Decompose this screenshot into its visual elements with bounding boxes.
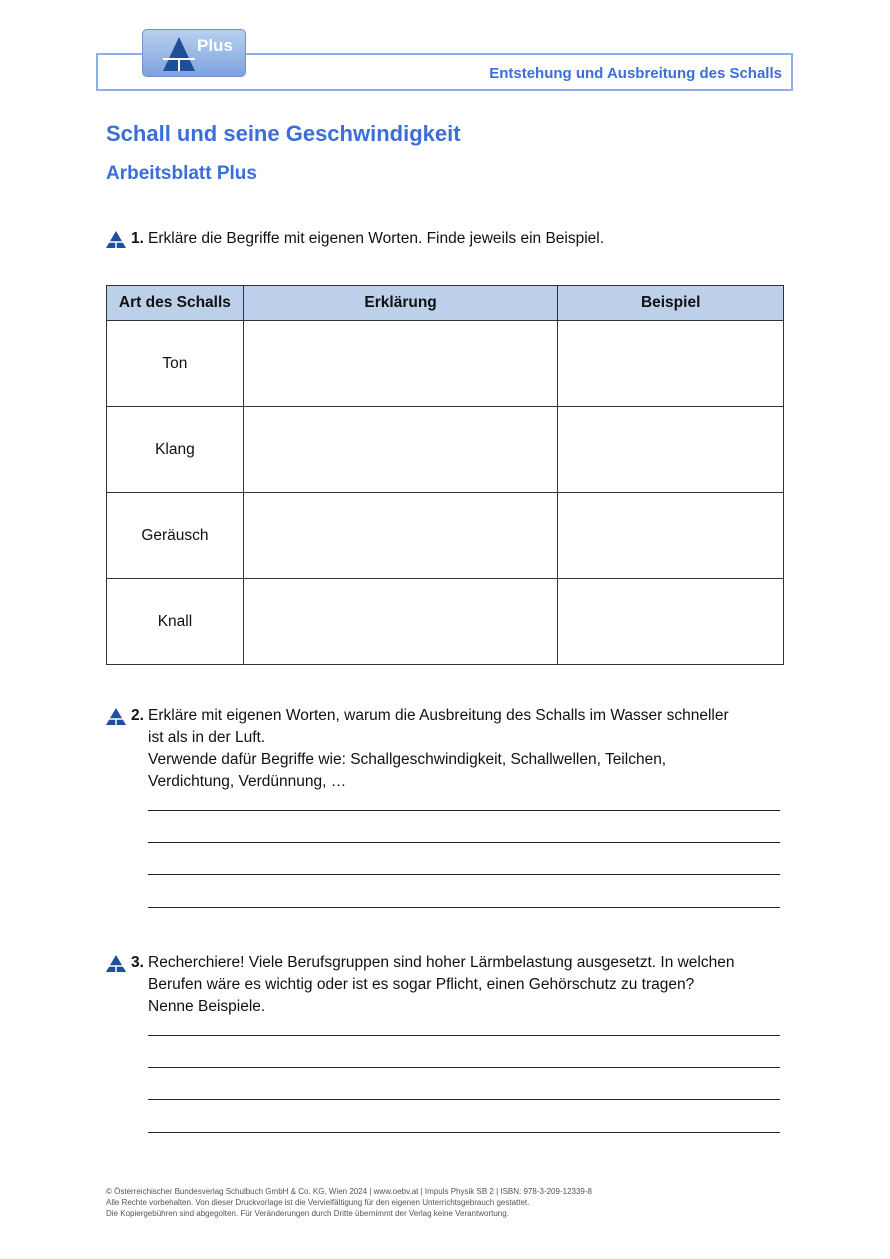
task-text-line: Nenne Beispiele. <box>148 998 266 1015</box>
table-row <box>107 579 784 665</box>
task-text-line: Erkläre mit eigenen Worten, warum die Ausbreitung des Schalls im Wasser schneller <box>148 707 729 724</box>
answer-line[interactable] <box>148 1067 780 1068</box>
table-row <box>107 321 784 407</box>
task-text-line: Verdichtung, Verdünnung, … <box>148 773 347 790</box>
task-1 <box>106 228 786 252</box>
footer-line: © Österreichischer Bundesverlag Schulbuch GmbH & Co. KG, Wien 2024 | www.oebv.at | Impuls Physik SB 2 | ISBN: 978-3-209-12339-8 <box>106 1187 592 1196</box>
task-text-line: Berufen wäre es wichtig oder ist es sogar Pflicht, einen Gehörschutz zu tragen? <box>148 976 695 993</box>
triangle-task-icon <box>106 955 126 972</box>
footer <box>106 1186 592 1219</box>
task-text-line: ist als in der Luft. <box>148 729 266 746</box>
table-row <box>107 493 784 579</box>
page-subtitle: Arbeitsblatt Plus <box>106 163 257 184</box>
answer-line[interactable] <box>148 1035 780 1036</box>
task-text-line: Recherchiere! Viele Berufsgruppen sind hoher Lärmbelastung ausgesetzt. In welchen <box>148 954 735 971</box>
answer-line[interactable] <box>148 1132 780 1133</box>
table-cell-answer[interactable] <box>243 407 557 493</box>
table-cell-answer[interactable] <box>243 579 557 665</box>
table-cell-answer[interactable] <box>558 579 784 665</box>
logo-label: Plus <box>197 36 233 55</box>
task-3 <box>106 952 786 1020</box>
table-cell-answer[interactable] <box>558 321 784 407</box>
triangle-task-icon <box>106 708 126 725</box>
column-header: Art des Schalls <box>107 286 244 321</box>
concept-table <box>106 285 784 665</box>
triangle-task-icon <box>106 231 126 248</box>
triangle-logo-icon <box>161 35 197 73</box>
task-text-line: Verwende dafür Begriffe wie: Schallgeschwindigkeit, Schallwellen, Teilchen, <box>148 751 667 768</box>
table-cell-answer[interactable] <box>558 407 784 493</box>
table-cell-type: Knall <box>107 579 244 665</box>
header-title: Entstehung und Ausbreitung des Schalls <box>489 65 782 82</box>
answer-line[interactable] <box>148 810 780 811</box>
table-cell-answer[interactable] <box>243 493 557 579</box>
task-text: Erkläre die Begriffe mit eigenen Worten. Finde jeweils ein Beispiel. <box>148 230 605 247</box>
table-row <box>107 407 784 493</box>
plus-logo <box>142 29 246 77</box>
task-number: 2. <box>131 707 144 724</box>
page-title: Schall und seine Geschwindigkeit <box>106 121 461 146</box>
table-cell-type: Geräusch <box>107 493 244 579</box>
table-cell-type: Ton <box>107 321 244 407</box>
footer-line: Alle Rechte vorbehalten. Von dieser Druckvorlage ist die Vervielfältigung für den eigenen Unterrichtsgebrauch gestattet. <box>106 1198 530 1207</box>
answer-line[interactable] <box>148 1099 780 1100</box>
answer-line[interactable] <box>148 842 780 843</box>
task-number: 1. <box>131 230 144 247</box>
task-2 <box>106 705 786 795</box>
column-header: Beispiel <box>558 286 784 321</box>
table-header-row <box>107 286 784 321</box>
answer-line[interactable] <box>148 874 780 875</box>
table-cell-type: Klang <box>107 407 244 493</box>
answer-line[interactable] <box>148 907 780 908</box>
column-header: Erklärung <box>243 286 557 321</box>
table-cell-answer[interactable] <box>243 321 557 407</box>
footer-line: Die Kopiergebühren sind abgegolten. Für Veränderungen durch Dritte übernimmt der Verlag keine Verantwortung. <box>106 1209 509 1218</box>
table-cell-answer[interactable] <box>558 493 784 579</box>
task-number: 3. <box>131 954 144 971</box>
